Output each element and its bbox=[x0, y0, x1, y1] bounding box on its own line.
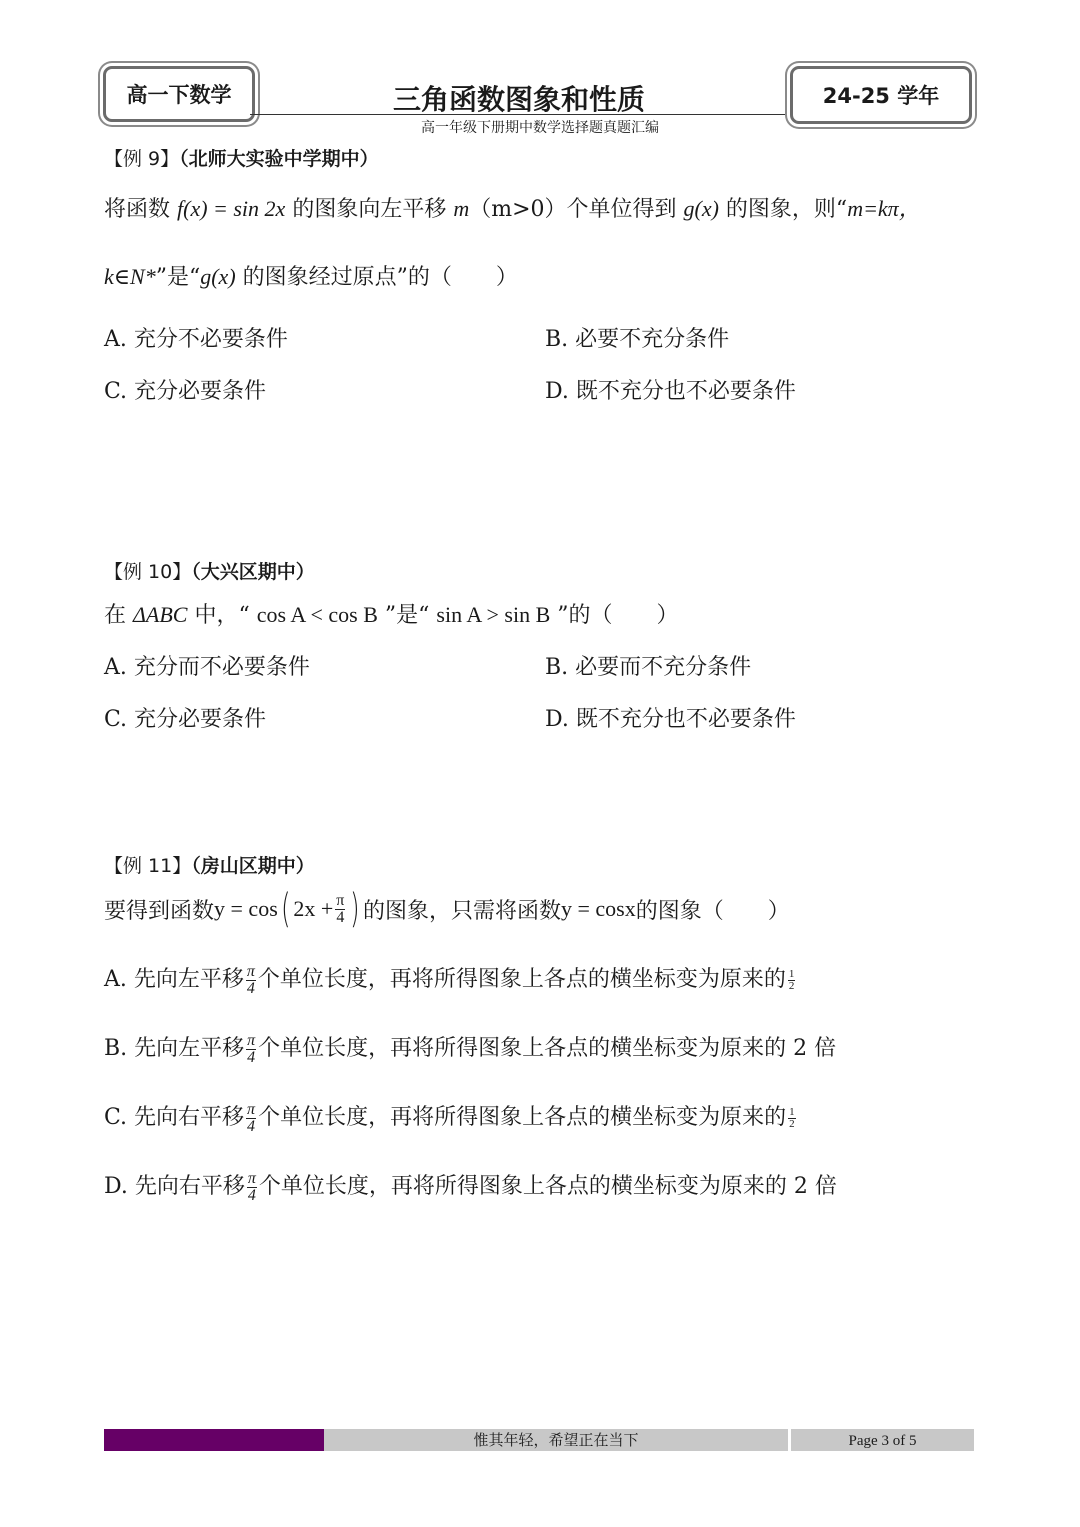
option-text: B. 先向左平移 bbox=[104, 1036, 245, 1061]
q10-stem bbox=[104, 598, 984, 629]
q10-text: 中，“ bbox=[187, 603, 257, 628]
q9-text: 的图象经过原点”的（ ） bbox=[235, 265, 518, 290]
frac-denominator: 4 bbox=[336, 908, 345, 926]
pi-over-four bbox=[246, 964, 256, 997]
footer-slogan: 惟其年轻，希望正在当下 bbox=[473, 1431, 639, 1449]
frac-denominator: 4 bbox=[247, 1048, 256, 1066]
q9-stem-line2 bbox=[104, 260, 984, 291]
right-paren: ) bbox=[350, 886, 360, 932]
frac-denominator: 4 bbox=[247, 1186, 256, 1204]
q10-number: 【例 10】 bbox=[104, 561, 192, 583]
q10-text: ”是“ bbox=[377, 603, 437, 628]
title-divider bbox=[250, 114, 786, 115]
frac-numerator: 1 bbox=[789, 1105, 795, 1118]
frac-denominator: 2 bbox=[788, 979, 795, 992]
q11-function-y1: y = cos bbox=[214, 896, 278, 921]
frac-numerator: 1 bbox=[788, 967, 795, 980]
q9-option-d[interactable]: D. 既不充分也不必要条件 bbox=[545, 379, 796, 404]
page-title: 三角函数图象和性质 bbox=[392, 83, 645, 116]
q9-heading bbox=[104, 144, 379, 171]
q9-k-in-n: k∈N* bbox=[104, 264, 156, 289]
frac-denominator: 2 bbox=[789, 1117, 795, 1130]
pi-over-four bbox=[246, 1102, 256, 1135]
q10-condition-sin: sin A > sin B bbox=[436, 602, 551, 627]
pi-over-four bbox=[247, 1171, 257, 1204]
q11-heading bbox=[104, 851, 315, 878]
page-subtitle: 高一年级下册期中数学选择题真题汇编 bbox=[421, 120, 659, 136]
q10-option-c[interactable]: C. 充分必要条件 bbox=[104, 707, 267, 732]
q9-var-m: m bbox=[453, 196, 470, 221]
left-paren: ( bbox=[280, 886, 291, 932]
q10-text: ”的（ ） bbox=[550, 603, 679, 628]
q9-stem-line1 bbox=[104, 192, 984, 223]
subject-label: 高一下数学 bbox=[126, 83, 232, 107]
footer-accent-bar bbox=[104, 1429, 324, 1451]
option-text: 个单位长度，再将所得图象上各点的横坐标变为原来的 bbox=[257, 967, 786, 992]
q9-option-b[interactable]: B. 必要不充分条件 bbox=[545, 327, 730, 352]
frac-numerator: π bbox=[336, 891, 345, 909]
q10-option-d[interactable]: D. 既不充分也不必要条件 bbox=[545, 707, 796, 732]
one-half bbox=[788, 969, 796, 992]
option-text: D. 先向右平移 bbox=[104, 1174, 245, 1199]
frac-denominator: 4 bbox=[246, 979, 255, 997]
q9-number: 【例 9】 bbox=[104, 148, 180, 170]
q11-option-a[interactable] bbox=[104, 962, 797, 997]
q11-option-b[interactable] bbox=[104, 1031, 836, 1066]
page-number: Page 3 of 5 bbox=[848, 1433, 917, 1449]
q11-option-c[interactable] bbox=[104, 1100, 798, 1135]
q9-text: 个单位得到 bbox=[566, 197, 684, 222]
q10-text: 在 bbox=[104, 603, 133, 628]
subject-badge bbox=[103, 66, 255, 122]
one-half bbox=[788, 1107, 796, 1130]
q11-text: 的图象，只需将函数 bbox=[362, 898, 561, 924]
year-badge bbox=[790, 66, 972, 124]
option-text: 个单位长度，再将所得图象上各点的横坐标变为原来的 bbox=[258, 1105, 787, 1130]
q9-function-g: g(x) bbox=[683, 196, 719, 221]
q9-text: ”是“ bbox=[155, 265, 201, 290]
q10-option-a[interactable]: A. 充分而不必要条件 bbox=[104, 655, 310, 680]
option-text: A. 先向左平移 bbox=[104, 967, 244, 992]
frac-numerator: π bbox=[247, 1169, 256, 1187]
q11-function-y2: y = cosx bbox=[560, 896, 636, 921]
frac-numerator: π bbox=[247, 1100, 256, 1118]
q10-option-b[interactable]: B. 必要而不充分条件 bbox=[545, 655, 752, 680]
frac-denominator: 4 bbox=[247, 1117, 256, 1135]
year-label: 24-25 学年 bbox=[822, 84, 940, 108]
q11-inner-expr: 2x + bbox=[293, 896, 334, 921]
option-text: 个单位长度，再将所得图象上各点的横坐标变为原来的 2 倍 bbox=[258, 1036, 837, 1061]
q9-option-a[interactable]: A. 充分不必要条件 bbox=[104, 327, 288, 352]
q11-text: 的图象（ ） bbox=[635, 898, 790, 924]
pi-over-four bbox=[335, 893, 345, 926]
option-text: C. 先向右平移 bbox=[104, 1105, 245, 1130]
q11-option-d[interactable] bbox=[104, 1169, 837, 1204]
q9-condition: （m>0） bbox=[469, 197, 567, 222]
q10-triangle: ΔABC bbox=[133, 602, 188, 627]
q9-m-equals-kpi: m=kπ， bbox=[847, 196, 921, 221]
pi-over-four bbox=[246, 1033, 256, 1066]
q9-function-g: g(x) bbox=[200, 264, 236, 289]
q10-source: （大兴区期中） bbox=[191, 561, 315, 583]
q9-text: 的图象，则“ bbox=[718, 197, 848, 222]
q9-source: （北师大实验中学期中） bbox=[179, 148, 379, 170]
q10-condition-cos: cos A < cos B bbox=[256, 602, 378, 627]
q11-source: （房山区期中） bbox=[191, 855, 315, 877]
q11-stem bbox=[104, 886, 984, 932]
frac-numerator: π bbox=[247, 1031, 256, 1049]
q9-option-c[interactable]: C. 充分必要条件 bbox=[104, 379, 267, 404]
q9-function-f: f(x) = sin 2x bbox=[177, 196, 286, 221]
q11-number: 【例 11】 bbox=[104, 855, 192, 877]
q10-heading bbox=[104, 557, 315, 584]
option-text: 个单位长度，再将所得图象上各点的横坐标变为原来的 2 倍 bbox=[258, 1174, 837, 1199]
q9-text: 的图象向左平移 bbox=[285, 197, 454, 222]
q11-text: 要得到函数 bbox=[104, 898, 215, 924]
frac-numerator: π bbox=[246, 962, 255, 980]
q9-text: 将函数 bbox=[104, 197, 177, 222]
